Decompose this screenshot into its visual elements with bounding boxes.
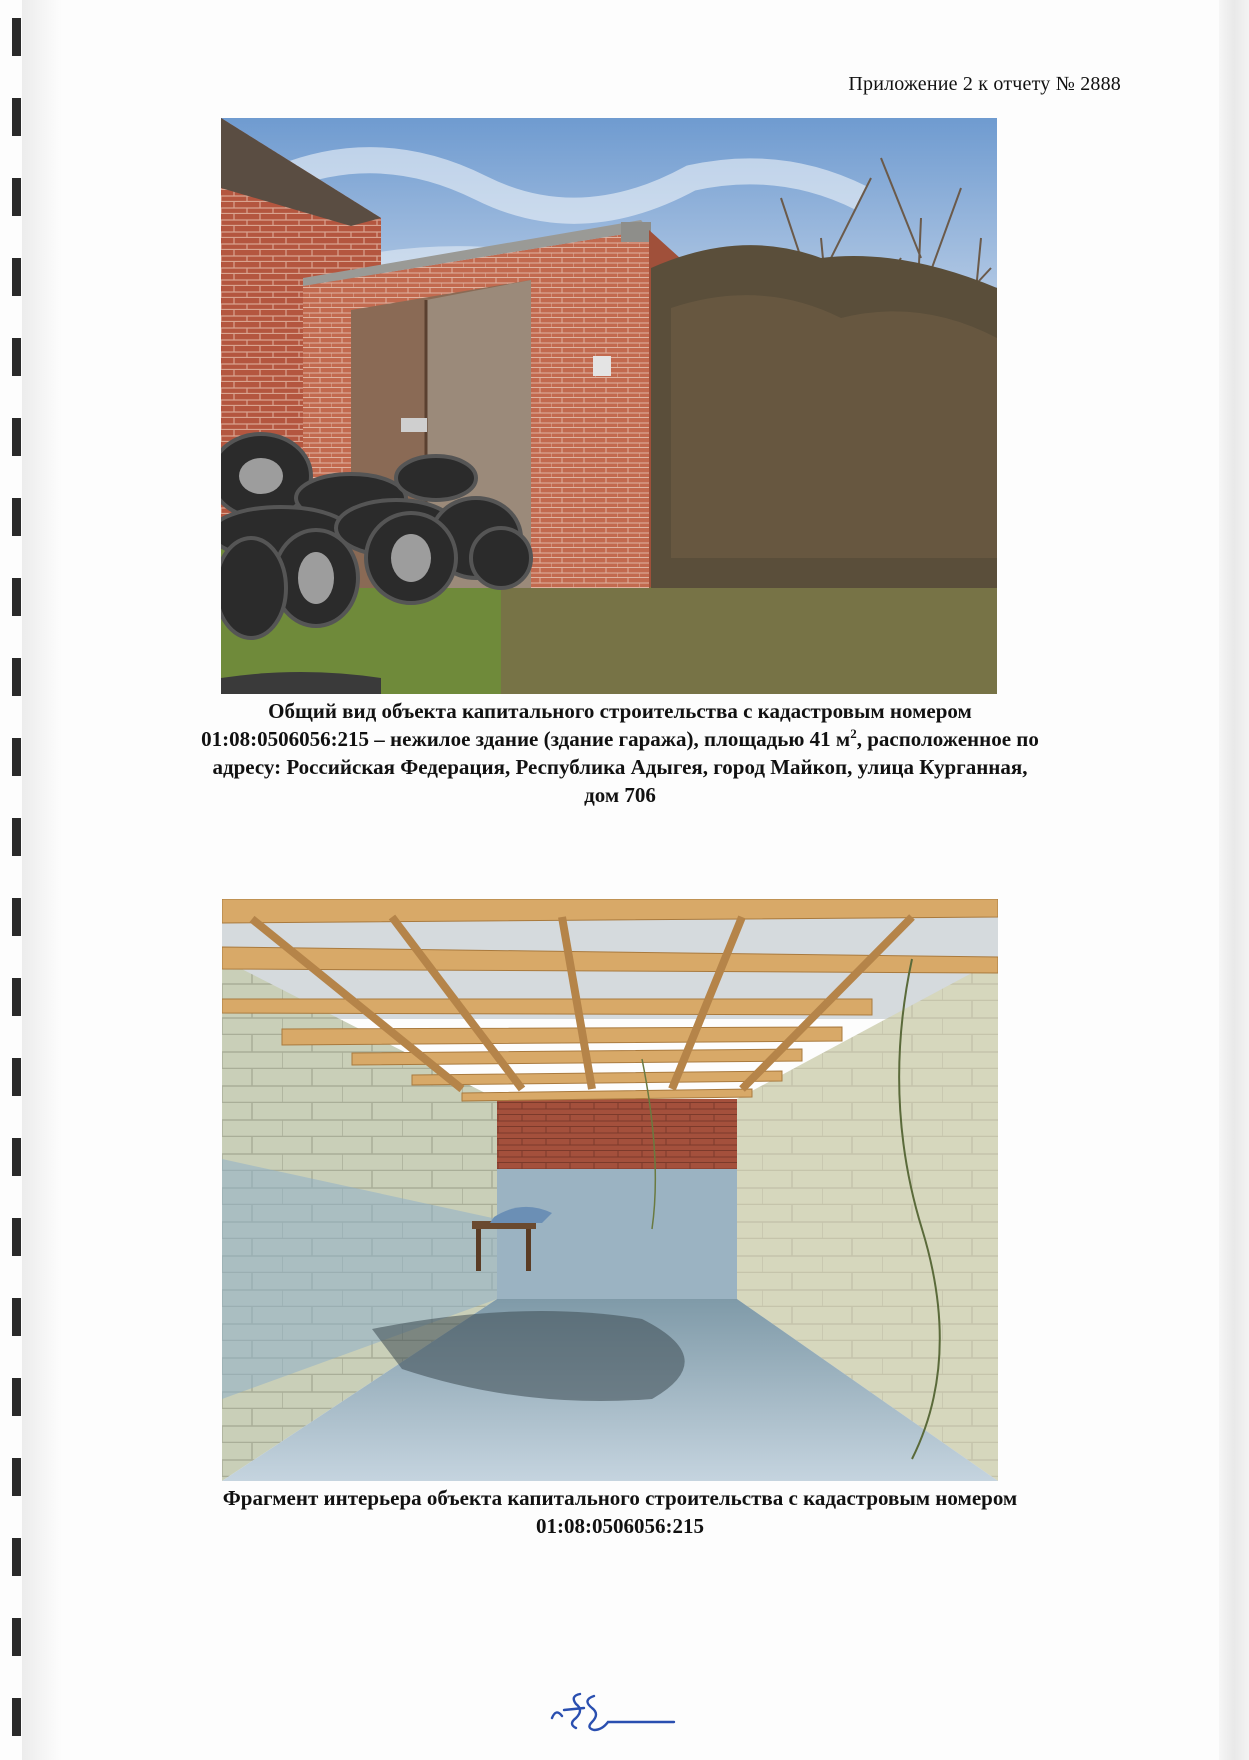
binding-dash [12, 1378, 21, 1416]
interior-caption-line2: 01:08:0506056:215 [536, 1514, 704, 1538]
binding-dash [12, 898, 21, 936]
binding-dash [12, 1058, 21, 1096]
binding-dash [12, 1218, 21, 1256]
binding-edge [12, 0, 22, 1760]
exterior-caption-line2 [140, 725, 1100, 753]
binding-dash [12, 818, 21, 856]
caption-area-unit-superscript: 2 [850, 726, 857, 741]
interior-caption-line1: Фрагмент интерьера объекта капитального строительства с кадастровым номером [222, 1486, 1018, 1510]
binding-dash [12, 98, 21, 136]
binding-dash [12, 418, 21, 456]
binding-dash [12, 658, 21, 696]
interior-illustration [222, 899, 998, 1481]
binding-dash [12, 258, 21, 296]
signature-icon [550, 1688, 680, 1738]
binding-dash [12, 18, 21, 56]
binding-dash [12, 1538, 21, 1576]
binding-dash [12, 498, 21, 536]
binding-dash [12, 178, 21, 216]
binding-dash [12, 1618, 21, 1656]
binding-dash [12, 978, 21, 1016]
garage-interior-photo [222, 899, 998, 1481]
interior-caption [140, 1484, 1100, 1540]
binding-dash [12, 1458, 21, 1496]
exterior-illustration [221, 118, 997, 694]
binding-dash [12, 578, 21, 616]
page-edge-right [1219, 0, 1249, 1760]
handwritten-page-signature [550, 1688, 680, 1738]
caption-area-tail: , расположенное по [856, 727, 1039, 751]
exterior-caption-line3: адресу: Российская Федерация, Республика Адыгея, город Майкоп, улица Курганная, [212, 755, 1028, 779]
page-shadow-left [22, 0, 62, 1760]
binding-dash [12, 1698, 21, 1736]
appendix-header: Приложение 2 к отчету № 2888 [848, 73, 1121, 95]
exterior-caption [140, 697, 1100, 809]
exterior-caption-line1: Общий вид объекта капитального строительства с кадастровым номером [268, 699, 972, 723]
garage-exterior-photo [221, 118, 997, 694]
binding-dash [12, 738, 21, 776]
caption-area-text: 01:08:0506056:215 – нежилое здание (здание гаража), площадью 41 м [201, 727, 851, 751]
binding-dash [12, 1298, 21, 1336]
binding-dash [12, 338, 21, 376]
binding-dash [12, 1138, 21, 1176]
exterior-caption-line4: дом 706 [584, 783, 656, 807]
